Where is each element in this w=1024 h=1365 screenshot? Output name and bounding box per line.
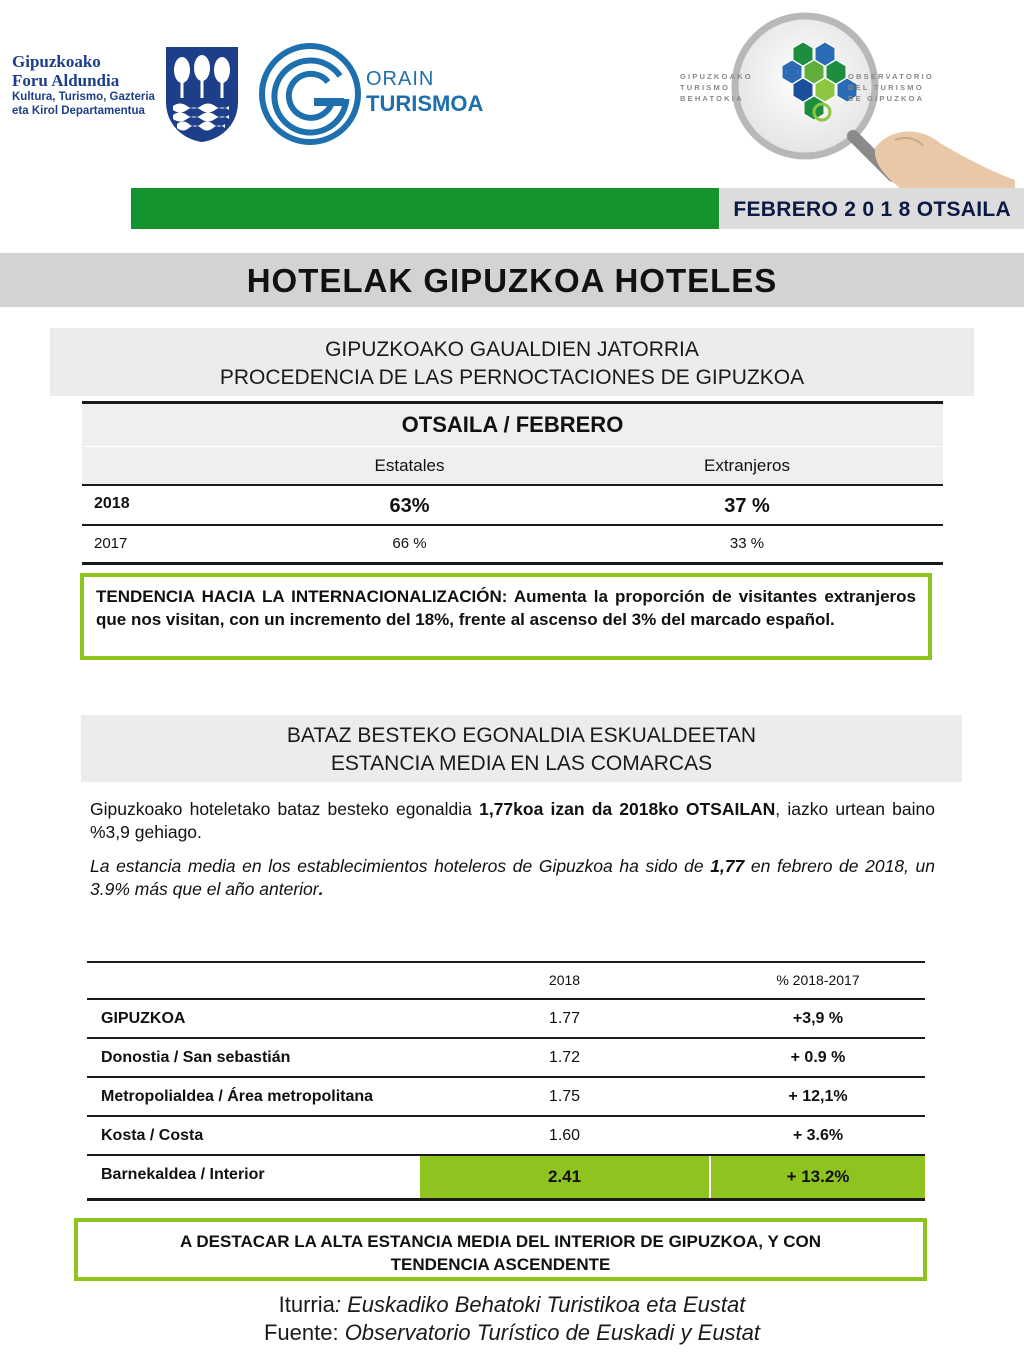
org-name-block (12, 52, 160, 118)
gipuzkoa-shield-logo (163, 44, 241, 144)
obs-left-line1: GIPUZKOAKO (680, 72, 753, 81)
brand-turismoa: TURISMOA (366, 91, 484, 116)
obs-right-line1: OBSERVATORIO (848, 72, 934, 81)
row-extranjeros: 37 % (724, 495, 770, 517)
row-value: 1.75 (548, 1088, 581, 1105)
stay-table (87, 961, 925, 1201)
source-eu-text: : Euskadiko Behatoki Turistikoa eta Eustat (334, 1292, 746, 1317)
origin-period-header: OTSAILA / FEBRERO (82, 404, 943, 446)
row-change: + 0.9 % (790, 1049, 846, 1066)
para-eu-emphasis: 1,77koa izan da 2018ko OTSAILAN (479, 799, 776, 819)
source-eu (0, 1292, 1024, 1318)
orain-g-logo (258, 42, 362, 146)
col-extranjeros: Extranjeros (704, 456, 790, 475)
col-estatales: Estatales (374, 456, 445, 475)
obs-right-line3: DE GIPUZKOA (848, 94, 925, 103)
org-dept-line2: eta Kirol Departamentua (12, 105, 145, 117)
stay-paragraph-eu (90, 798, 935, 844)
row-value: 1.60 (548, 1127, 581, 1144)
observatory-logo (665, 8, 1020, 188)
origin-column-headers (82, 446, 943, 484)
table-row (82, 524, 943, 565)
row-change: + 12,1% (788, 1088, 848, 1105)
date-banner-text: FEBRERO 2 0 1 8 OTSAILA (733, 198, 1011, 221)
table-row-highlight (87, 1156, 925, 1201)
page-title: HOTELAK GIPUZKOA HOTELES (246, 262, 778, 299)
org-name-line1: Gipuzkoako (12, 52, 101, 71)
source-es-label: Fuente: (263, 1320, 345, 1345)
row-estatales: 63% (389, 495, 430, 517)
table-row (87, 1078, 925, 1117)
row-year: 2017 (94, 535, 128, 552)
source-eu-label: Iturria (278, 1292, 335, 1317)
origin-table (82, 401, 943, 565)
obs-left-line2: TURISMO (680, 83, 730, 92)
row-value: 2.41 (547, 1167, 582, 1186)
para-es-emphasis: . (318, 879, 324, 899)
highlight-line1: A DESTACAR LA ALTA ESTANCIA MEDIA DEL INTERIOR DE GIPUZKOA, Y CON (180, 1232, 821, 1251)
source-es-text: Observatorio Turístico de Euskadi y Eustat (344, 1320, 761, 1345)
row-value: 1.77 (548, 1010, 581, 1027)
trend-note-box (80, 573, 932, 660)
para-eu-part: Gipuzkoako hoteletako bataz besteko egonaldia (90, 799, 480, 819)
row-name: Barnekaldea / Interior (101, 1166, 265, 1183)
para-es-part: La estancia media en los establecimientos hoteleros de Gipuzkoa ha sido de (90, 856, 711, 876)
row-name: Donostia / San sebastián (101, 1049, 291, 1066)
origin-heading-es: PROCEDENCIA DE LAS PERNOCTACIONES DE GIPUZKOA (219, 366, 805, 389)
table-row (82, 484, 943, 524)
date-banner (131, 188, 1024, 229)
stay-heading-eu: BATAZ BESTEKO EGONALDIA ESKUALDEETAN (286, 724, 757, 747)
row-estatales: 66 % (392, 535, 427, 552)
table-row (87, 1000, 925, 1039)
obs-right-line2: DEL TURISMO (848, 83, 924, 92)
row-name: Kosta / Costa (101, 1127, 204, 1144)
row-change: +3,9 % (792, 1010, 844, 1027)
title-bar (0, 253, 1024, 307)
para-es-part: en febrero de 2018, un 3.9% más que (90, 856, 935, 899)
stay-heading-es: ESTANCIA MEDIA EN LAS COMARCAS (330, 752, 713, 775)
obs-left-line3: BEHATOKIA (680, 94, 744, 103)
origin-section-heading (50, 328, 974, 396)
origin-heading-eu: GIPUZKOAKO GAUALDIEN JATORRIA (325, 338, 699, 361)
row-extranjeros: 33 % (729, 535, 765, 552)
org-name-line2: Foru Aldundia (12, 71, 120, 90)
stay-table-header (87, 961, 925, 1000)
row-change: + 3.6% (792, 1127, 844, 1144)
row-year: 2018 (94, 495, 130, 512)
stay-paragraph-es (90, 855, 935, 901)
para-es-emphasis: 1,77 (710, 856, 745, 876)
table-row (87, 1039, 925, 1078)
trend-note-text: TENDENCIA HACIA LA INTERNACIONALIZACIÓN: Aumenta la proporción de visitantes extranjeros que nos visitan, con un incremento del 18%, frente al ascenso del 3% del marcado español. (96, 587, 916, 629)
brand-orain: ORAIN (366, 68, 435, 90)
para-es-part: el año anterior (206, 879, 319, 899)
source-es (0, 1320, 1024, 1346)
row-change: + 13.2% (786, 1167, 850, 1186)
para-eu-part: , iazko urtean baino %3,9 gehiago. (90, 799, 935, 842)
row-value: 1.72 (548, 1049, 581, 1066)
table-row (87, 1117, 925, 1156)
row-name: GIPUZKOA (101, 1010, 186, 1027)
col-change: % 2018-2017 (776, 972, 860, 988)
highlight-note-box (74, 1218, 927, 1281)
stay-section-heading (81, 715, 962, 782)
row-name: Metropolialdea / Área metropolitana (101, 1088, 374, 1105)
org-dept-line1: Kultura, Turismo, Gazteria (12, 91, 155, 103)
highlight-line2: TENDENCIA ASCENDENTE (390, 1255, 611, 1274)
col-2018: 2018 (548, 972, 581, 988)
